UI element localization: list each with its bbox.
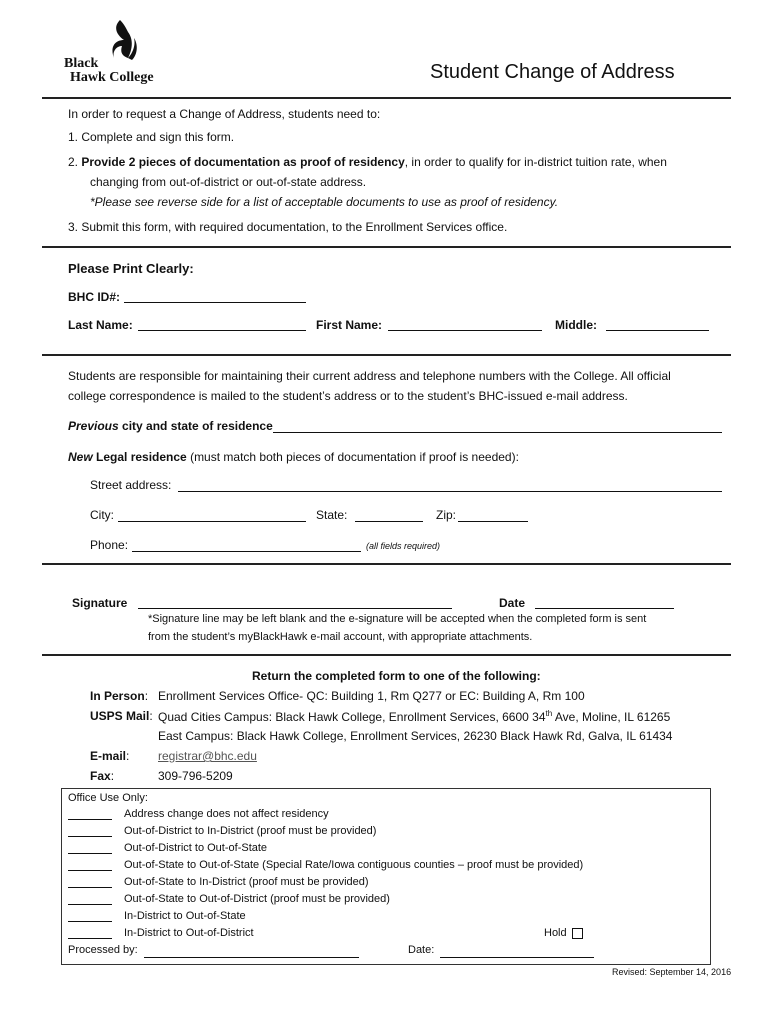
fax-row: Fax: bbox=[90, 769, 115, 783]
usps-label: USPS Mail bbox=[90, 709, 150, 723]
previous-residence-field[interactable] bbox=[273, 419, 722, 433]
usps-value-b: Ave, Moline, IL 61265 bbox=[552, 710, 671, 724]
logo-line1: Black bbox=[64, 56, 99, 71]
first-name-label: First Name: bbox=[316, 318, 383, 332]
office-item-label: Out-of-District to Out-of-State bbox=[124, 842, 268, 854]
office-item-label: Out-of-State to Out-of-State (Special Rate/Iowa contiguous counties – proof must be provided) bbox=[124, 859, 584, 871]
new-label: Legal residence bbox=[92, 450, 187, 464]
signature-note-line1: *Signature line may be left blank and the e-signature will be accepted when the completed form is sent bbox=[148, 613, 647, 625]
responsibility-line1: Students are responsible for maintaining their current address and telephone numbers with the College. All official bbox=[68, 369, 671, 383]
office-item-blank[interactable] bbox=[68, 819, 112, 820]
office-use-heading: Office Use Only: bbox=[68, 792, 148, 804]
office-item-label: In-District to Out-of-State bbox=[124, 910, 246, 922]
instructions-step2 bbox=[68, 155, 667, 169]
page-title: Student Change of Address bbox=[430, 61, 675, 83]
instructions-step2-line2: changing from out-of-district or out-of-state address. bbox=[90, 175, 367, 189]
revised-date: Revised: September 14, 2016 bbox=[612, 967, 732, 977]
step2-bold: Provide 2 pieces of documentation as proof of residency bbox=[81, 155, 405, 169]
address-divider bbox=[42, 563, 731, 565]
signature-date-field[interactable] bbox=[535, 595, 674, 609]
header-divider bbox=[42, 97, 731, 99]
office-item-label: Out-of-District to In-District (proof must be provided) bbox=[124, 825, 377, 837]
hold-checkbox[interactable] bbox=[572, 928, 583, 939]
instructions-step3: 3. Submit this form, with required documentation, to the Enrollment Services office. bbox=[68, 220, 508, 234]
office-item-label: Address change does not affect residency bbox=[124, 808, 329, 820]
usps-value bbox=[158, 709, 670, 724]
signature-note-line2: from the student’s myBlackHawk e-mail account, with appropriate attachments. bbox=[148, 631, 533, 643]
email-link[interactable]: registrar@bhc.edu bbox=[158, 749, 257, 763]
phone-field[interactable] bbox=[132, 538, 361, 552]
phone-label: Phone: bbox=[90, 538, 129, 552]
street-label: Street address: bbox=[90, 478, 172, 492]
office-item-blank[interactable] bbox=[68, 870, 112, 871]
instructions-intro: In order to request a Change of Address, students need to: bbox=[68, 107, 381, 121]
middle-label: Middle: bbox=[555, 318, 597, 332]
in-person-value: Enrollment Services Office- QC: Building 1, Rm Q277 or EC: Building A, Rm 100 bbox=[158, 689, 585, 703]
bhc-id-field[interactable] bbox=[124, 289, 306, 303]
signature-divider bbox=[42, 654, 731, 656]
fax-value: 309-796-5209 bbox=[158, 769, 233, 783]
fax-label: Fax bbox=[90, 769, 111, 783]
city-field[interactable] bbox=[118, 508, 306, 522]
state-label: State: bbox=[316, 508, 348, 522]
instructions-step1: 1. Complete and sign this form. bbox=[68, 130, 235, 144]
signature-date-label: Date bbox=[499, 596, 526, 610]
previous-italic: Previous bbox=[68, 419, 119, 433]
office-item-blank[interactable] bbox=[68, 887, 112, 888]
office-item-blank[interactable] bbox=[68, 904, 112, 905]
last-name-label: Last Name: bbox=[68, 318, 133, 332]
office-item-blank[interactable] bbox=[68, 921, 112, 922]
zip-field[interactable] bbox=[458, 508, 528, 522]
all-fields-note: (all fields required) bbox=[366, 541, 441, 551]
signature-field[interactable] bbox=[138, 595, 452, 609]
usps-sup: th bbox=[545, 709, 553, 718]
office-item-blank[interactable] bbox=[68, 853, 112, 854]
previous-residence-label bbox=[68, 419, 273, 433]
new-note: (must match both pieces of documentation if proof is needed): bbox=[186, 450, 519, 464]
last-name-field[interactable] bbox=[138, 317, 306, 331]
office-item-label: In-District to Out-of-District bbox=[124, 927, 254, 939]
signature-label: Signature bbox=[72, 596, 128, 610]
return-heading: Return the completed form to one of the following: bbox=[252, 669, 541, 683]
responsibility-line2: college correspondence is mailed to the student’s address or to the student’s BHC-issued e-mail address. bbox=[68, 389, 628, 403]
new-italic: New bbox=[68, 450, 93, 464]
office-item-label: Out-of-State to In-District (proof must be provided) bbox=[124, 876, 369, 888]
logo bbox=[62, 18, 172, 90]
in-person-label: In Person bbox=[90, 689, 145, 703]
office-item-blank[interactable] bbox=[68, 938, 112, 939]
step2-prefix: 2. bbox=[68, 155, 82, 169]
instructions-divider bbox=[42, 246, 731, 248]
processed-by-label: Processed by: bbox=[68, 944, 138, 956]
office-item-blank[interactable] bbox=[68, 836, 112, 837]
office-date-field[interactable] bbox=[440, 945, 594, 958]
usps-row: USPS Mail: bbox=[90, 709, 153, 723]
east-campus-value: East Campus: Black Hawk College, Enrollment Services, 26230 Black Hawk Rd, Galva, IL 61434 bbox=[158, 729, 673, 743]
step2-rest: , in order to qualify for in-district tuition rate, when bbox=[404, 155, 667, 169]
hold-label: Hold bbox=[544, 927, 567, 939]
zip-label: Zip: bbox=[436, 508, 457, 522]
city-label: City: bbox=[90, 508, 114, 522]
in-person-row: In Person: bbox=[90, 689, 149, 703]
office-item-label: Out-of-State to Out-of-District (proof must be provided) bbox=[124, 893, 390, 905]
email-row: E-mail: bbox=[90, 749, 130, 763]
first-name-field[interactable] bbox=[388, 317, 542, 331]
street-field[interactable] bbox=[178, 478, 722, 492]
state-field[interactable] bbox=[355, 508, 423, 522]
print-clearly-heading: Please Print Clearly: bbox=[68, 261, 194, 276]
logo-line2: Hawk College bbox=[70, 70, 154, 85]
bhc-id-label: BHC ID#: bbox=[68, 290, 121, 304]
usps-value-a: Quad Cities Campus: Black Hawk College, Enrollment Services, 6600 34 bbox=[158, 710, 546, 724]
identity-divider bbox=[42, 354, 731, 356]
email-label: E-mail bbox=[90, 749, 127, 763]
office-date-label: Date: bbox=[408, 944, 435, 956]
new-residence-label bbox=[68, 450, 519, 464]
middle-field[interactable] bbox=[606, 317, 709, 331]
previous-label: city and state of residence bbox=[118, 419, 273, 433]
instructions-step2-note: *Please see reverse side for a list of acceptable documents to use as proof of residency. bbox=[90, 195, 559, 209]
processed-by-field[interactable] bbox=[144, 945, 359, 958]
